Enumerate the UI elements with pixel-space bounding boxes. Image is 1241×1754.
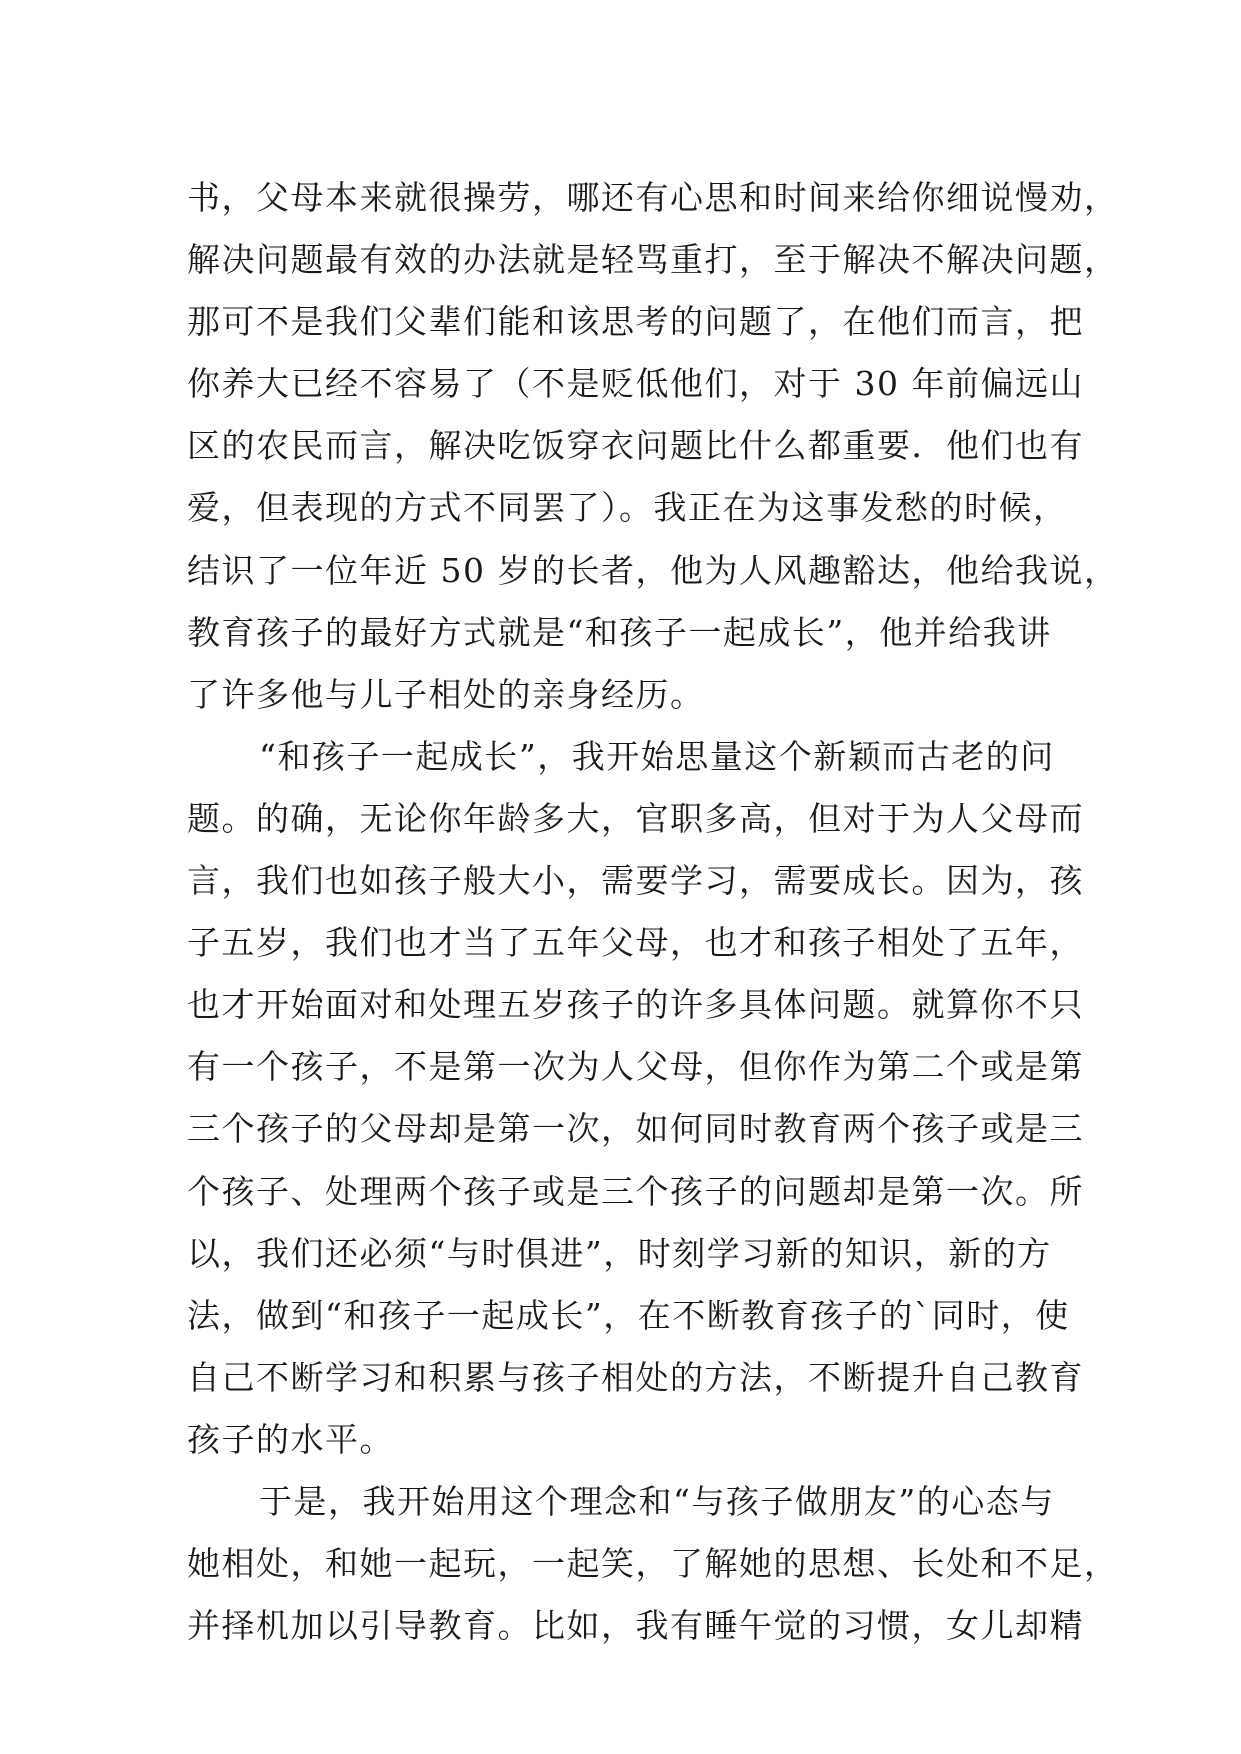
text-line: 法，做到“和孩子一起成长”，在不断教育孩子的`同时，使 (187, 1295, 1070, 1335)
text-line: 子五岁，我们也才当了五年父母，也才和孩子相处了五年， (187, 923, 1084, 963)
text-line: 书，父母本来就很操劳，哪还有心思和时间来给你细说慢劝， (187, 178, 1119, 217)
text-line: 也才开始面对和处理五岁孩子的许多具体问题。就算你不只 (187, 985, 1084, 1025)
text-line: 解决问题最有效的办法就是轻骂重打，至于解决不解决问题， (187, 240, 1119, 280)
text-line: 三个孩子的父母却是第一次，如何同时教育两个孩子或是三 (187, 1109, 1084, 1149)
text-line: 了许多他与儿子相处的亲身经历。 (187, 674, 705, 714)
text-line: 你养大已经不容易了（不是贬低他们，对于 30 年前偏远山 (187, 364, 1084, 404)
text-line: 自己不断学习和积累与孩子相处的方法，不断提升自己教育 (187, 1357, 1084, 1397)
text-line: 她相处，和她一起玩，一起笑，了解她的思想、长处和不足， (187, 1544, 1119, 1584)
text-line: 区的农民而言，解决吃饭穿衣问题比什么都重要．他们也有 (187, 426, 1084, 466)
text-line: 结识了一位年近 50 岁的长者，他为人风趣豁达，他给我说， (187, 550, 1119, 590)
text-line: 并择机加以引导教育。比如，我有睡午觉的习惯，女儿却精 (187, 1606, 1084, 1646)
text-line: 个孩子、处理两个孩子或是三个孩子的问题却是第一次。所 (187, 1171, 1084, 1211)
text-line: 以，我们还必须“与时俱进”，时刻学习新的知识，新的方 (187, 1233, 1052, 1273)
paragraph-start-line: “和孩子一起成长”，我开始思量这个新颖而古老的问 (259, 736, 1055, 776)
text-line: 题。的确，无论你年龄多大，官职多高，但对于为人父母而 (187, 798, 1084, 838)
text-line: 教育孩子的最好方式就是“和孩子一起成长”，他并给我讲 (187, 612, 1052, 652)
text-line: 言，我们也如孩子般大小，需要学习，需要成长。因为，孩 (187, 861, 1084, 901)
text-line: 孩子的水平。 (187, 1419, 394, 1459)
paragraph-start-line: 于是，我开始用这个理念和“与孩子做朋友”的心态与 (259, 1481, 1055, 1521)
document-body (187, 167, 1119, 1657)
text-line: 有一个孩子，不是第一次为人父母，但你作为第二个或是第 (187, 1047, 1084, 1087)
text-line: 爱，但表现的方式不同罢了）。我正在为这事发愁的时候， (187, 488, 1068, 528)
text-line: 那可不是我们父辈们能和该思考的问题了，在他们而言，把 (187, 302, 1084, 342)
